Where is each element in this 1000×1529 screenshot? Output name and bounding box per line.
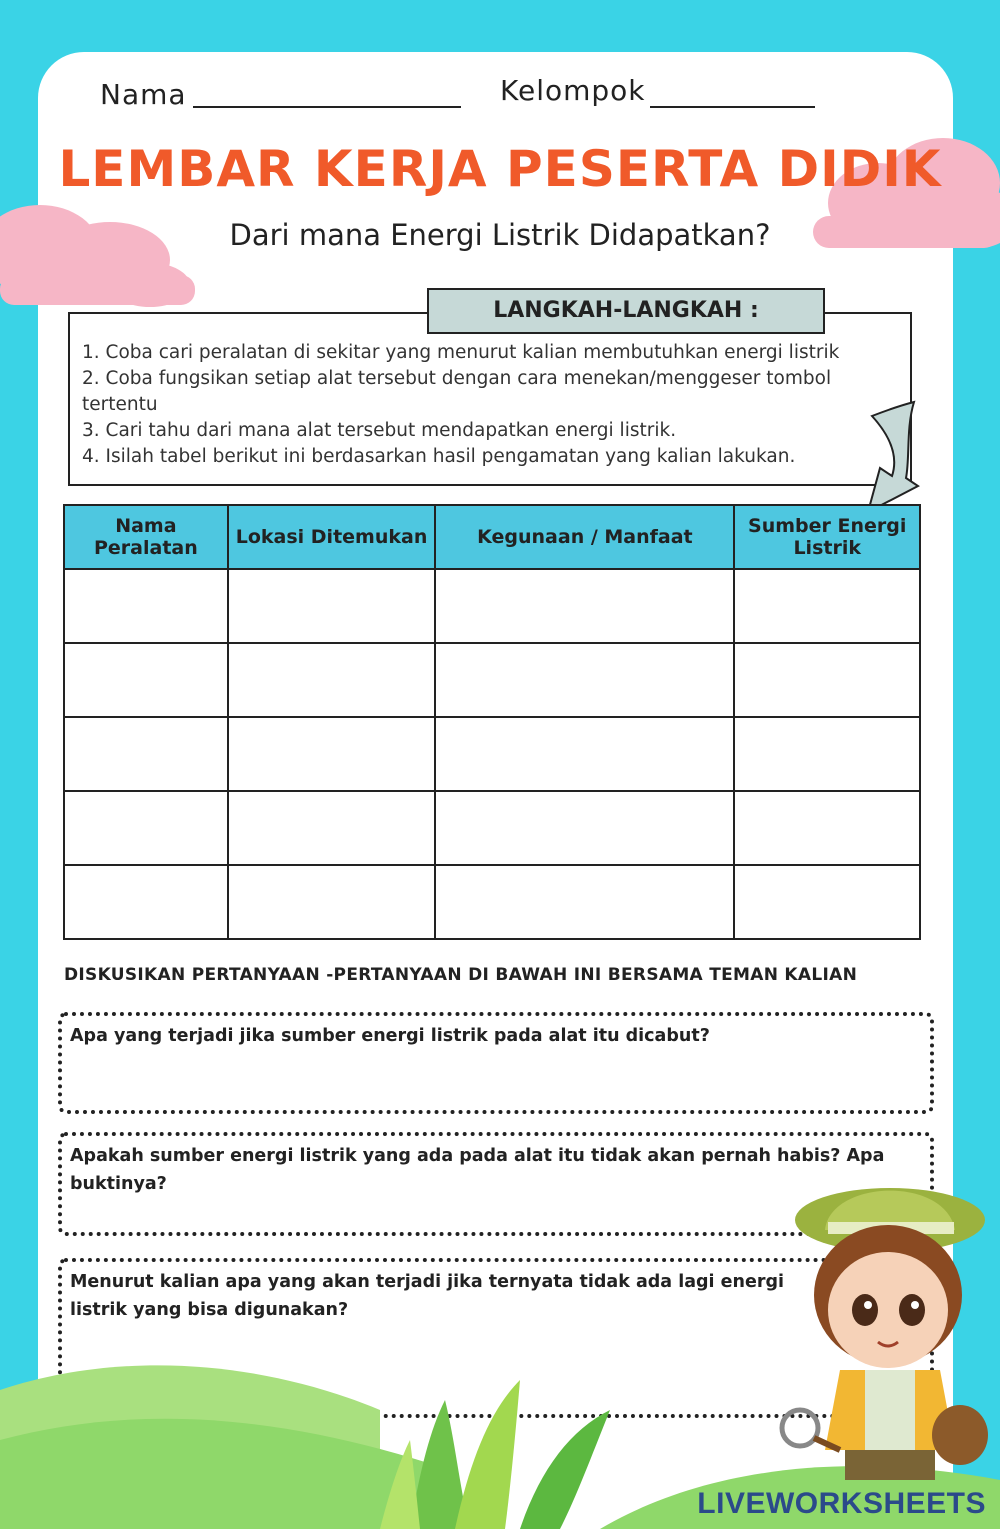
table-cell[interactable]: [64, 791, 228, 865]
table-cell[interactable]: [435, 643, 734, 717]
col-header: Kegunaan / Manfaat: [435, 505, 734, 569]
col-header: Sumber Energi Listrik: [734, 505, 920, 569]
table-cell[interactable]: [435, 865, 734, 939]
table-row: [64, 791, 920, 865]
group-label: Kelompok: [500, 74, 646, 107]
col-header: Lokasi Ditemukan: [228, 505, 436, 569]
table-cell[interactable]: [734, 643, 920, 717]
table-cell[interactable]: [435, 717, 734, 791]
question-text: Apakah sumber energi listrik yang ada pada alat itu tidak akan pernah habis? Apa buktinya?: [70, 1146, 885, 1194]
table-cell[interactable]: [228, 865, 436, 939]
page-subtitle: Dari mana Energi Listrik Didapatkan?: [229, 218, 771, 252]
observation-table: [63, 504, 921, 940]
table-cell[interactable]: [228, 569, 436, 643]
table-cell[interactable]: [734, 865, 920, 939]
table-cell[interactable]: [734, 569, 920, 643]
table-cell[interactable]: [64, 643, 228, 717]
step-item: 1. Coba cari peralatan di sekitar yang menurut kalian membutuhkan energi listrik: [82, 342, 840, 363]
table-cell[interactable]: [228, 643, 436, 717]
step-item: 3. Cari tahu dari mana alat tersebut mendapatkan energi listrik.: [82, 420, 677, 441]
table-row: [64, 865, 920, 939]
table-cell[interactable]: [435, 791, 734, 865]
steps-list: [82, 340, 902, 470]
table-cell[interactable]: [64, 569, 228, 643]
step-item: 4. Isilah tabel berikut ini berdasarkan hasil pengamatan yang kalian lakukan.: [82, 446, 796, 467]
question-box[interactable]: [58, 1012, 934, 1114]
page-title: LEMBAR KERJA PESERTA DIDIK: [58, 140, 942, 198]
table-cell[interactable]: [734, 791, 920, 865]
group-field[interactable]: [650, 106, 815, 108]
question-text: Menurut kalian apa yang akan terjadi jika ternyata tidak ada lagi energi listrik yang bisa digunakan?: [70, 1272, 784, 1320]
table-cell[interactable]: [228, 791, 436, 865]
explorer-kid-icon: [770, 1170, 1000, 1500]
table-cell[interactable]: [228, 717, 436, 791]
table-row: [64, 569, 920, 643]
steps-label: LANGKAH-LANGKAH :: [427, 288, 825, 334]
col-header: Nama Peralatan: [64, 505, 228, 569]
question-text: Apa yang terjadi jika sumber energi listrik pada alat itu dicabut?: [70, 1026, 710, 1046]
table-cell[interactable]: [64, 865, 228, 939]
name-label: Nama: [100, 78, 187, 111]
table-header-row: [64, 505, 920, 569]
step-item: 2. Coba fungsikan setiap alat tersebut dengan cara menekan/menggeser tombol tertentu: [82, 368, 832, 415]
table-cell[interactable]: [64, 717, 228, 791]
liveworksheets-logo: LIVEWORKSHEETS: [697, 1487, 986, 1520]
table-cell[interactable]: [435, 569, 734, 643]
discussion-title: DISKUSIKAN PERTANYAAN -PERTANYAAN DI BAWAH INI BERSAMA TEMAN KALIAN: [64, 965, 858, 985]
name-field[interactable]: [193, 106, 461, 108]
arrow-down-icon: [858, 398, 922, 516]
table-row: [64, 717, 920, 791]
table-cell[interactable]: [734, 717, 920, 791]
table-row: [64, 643, 920, 717]
